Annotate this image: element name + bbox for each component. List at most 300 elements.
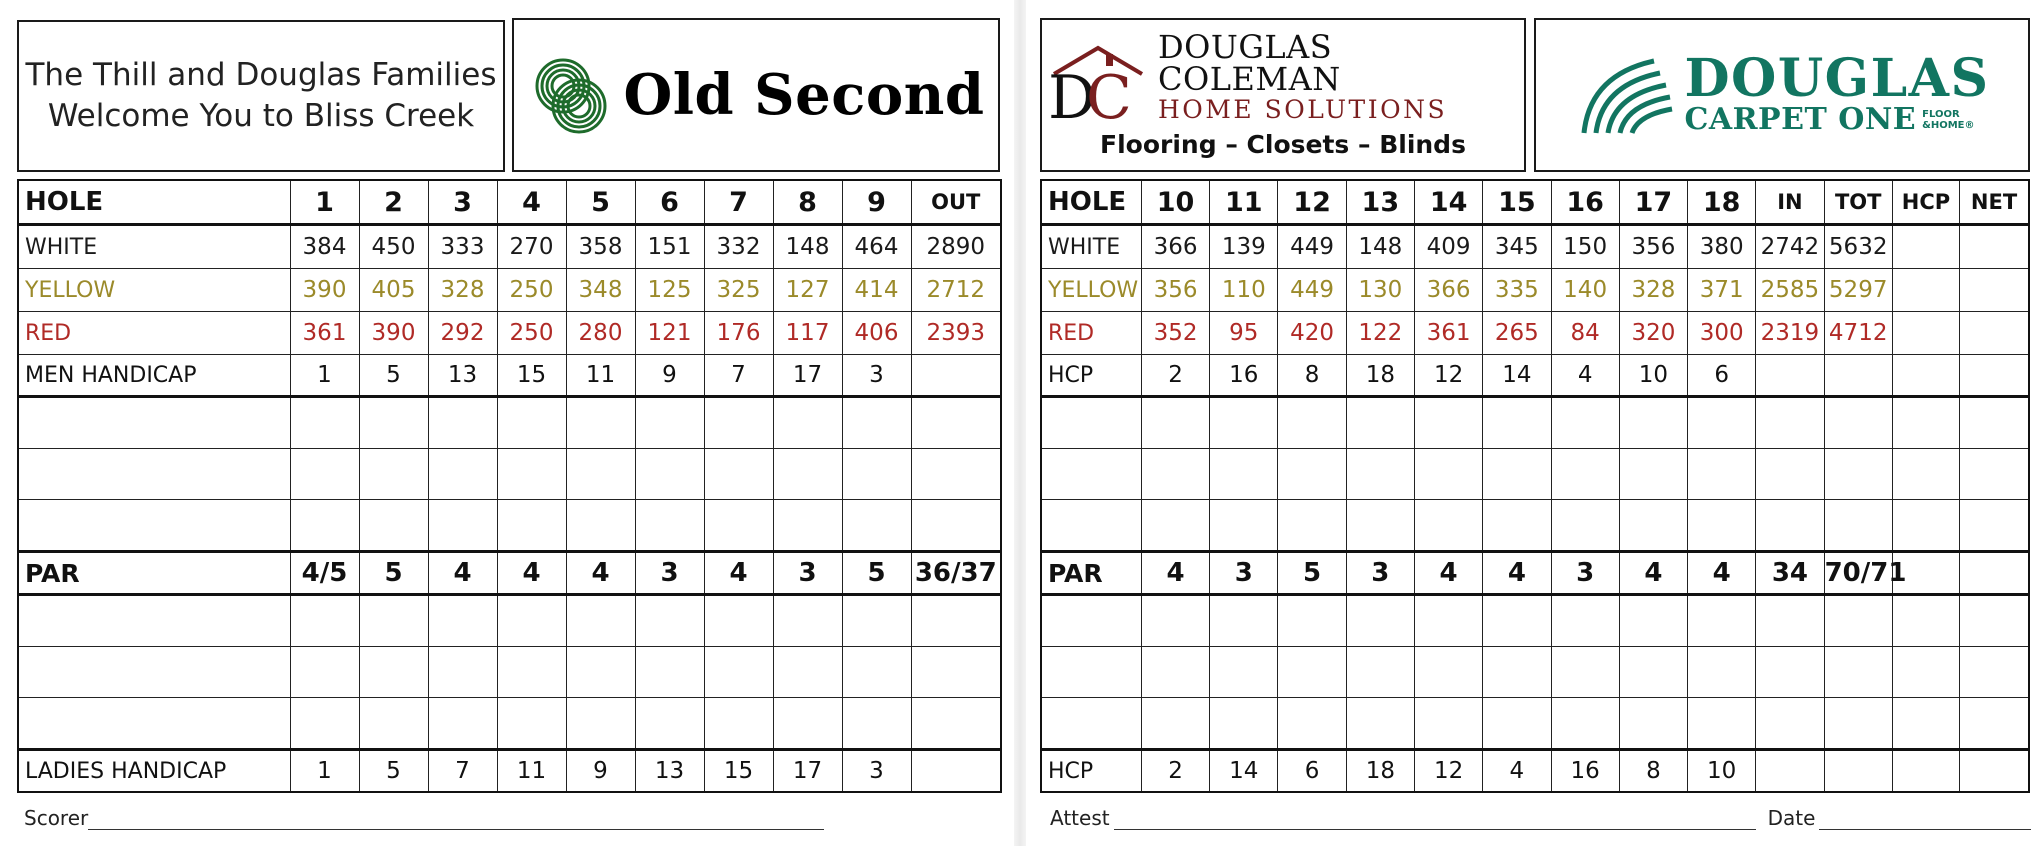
handicap-cell: 2 (1141, 355, 1209, 397)
handicap-row (1041, 750, 2029, 793)
player-name-cell[interactable] (1041, 698, 1141, 750)
player-score-row[interactable] (1041, 397, 2029, 449)
score-cell[interactable] (1551, 449, 1619, 500)
score-cell[interactable] (1960, 698, 2029, 750)
score-cell[interactable] (1278, 500, 1346, 552)
yardage-cell: 117 (773, 312, 842, 355)
score-cell[interactable] (290, 595, 359, 647)
yellow-tee-label: YELLOW (1041, 269, 1141, 312)
men-handicap-label: MEN HANDICAP (18, 355, 290, 397)
handicap-cell: 2 (1141, 750, 1209, 793)
score-cell[interactable] (1756, 647, 1824, 698)
yardage-total-cell: 4712 (1824, 312, 1892, 355)
score-cell[interactable] (635, 647, 704, 698)
handicap-cell: 13 (635, 750, 704, 793)
score-cell[interactable] (290, 698, 359, 750)
score-cell[interactable] (428, 647, 497, 698)
score-cell[interactable] (704, 595, 773, 647)
back-nine-page (1028, 0, 2040, 846)
score-cell[interactable] (290, 397, 359, 449)
yardage-cell: 130 (1346, 269, 1414, 312)
score-cell[interactable] (1892, 500, 1959, 552)
yardage-cell: 361 (290, 312, 359, 355)
score-cell[interactable] (842, 647, 911, 698)
yardage-in-cell: 2585 (1756, 269, 1824, 312)
score-cell[interactable] (1756, 449, 1824, 500)
score-cell[interactable] (1278, 449, 1346, 500)
player-score-row[interactable] (18, 500, 1001, 552)
score-cell[interactable] (1619, 647, 1687, 698)
score-cell[interactable] (1278, 647, 1346, 698)
yardage-cell: 148 (773, 225, 842, 269)
handicap-cell: 8 (1619, 750, 1687, 793)
handicap-cell: 13 (428, 355, 497, 397)
yardage-cell: 366 (1141, 225, 1209, 269)
score-cell[interactable] (359, 595, 428, 647)
score-cell[interactable] (704, 698, 773, 750)
score-cell[interactable] (1414, 698, 1482, 750)
douglas-carpet-name: DOUGLAS (1684, 48, 1990, 109)
score-cell[interactable] (911, 500, 1001, 552)
score-cell[interactable] (566, 500, 635, 552)
score-cell[interactable] (911, 397, 1001, 449)
score-cell[interactable] (635, 397, 704, 449)
empty-cell (1960, 312, 2029, 355)
score-cell[interactable] (911, 449, 1001, 500)
score-cell[interactable] (1688, 698, 1756, 750)
hole-number: 9 (842, 180, 911, 225)
hole-number: 17 (1619, 180, 1687, 225)
par-cell: 4 (1414, 552, 1482, 595)
score-cell[interactable] (773, 500, 842, 552)
empty-cell (1892, 312, 1959, 355)
score-cell[interactable] (1619, 449, 1687, 500)
score-cell[interactable] (1141, 449, 1209, 500)
score-cell[interactable] (1688, 500, 1756, 552)
hole-number: 13 (1346, 180, 1414, 225)
yardage-cell: 366 (1414, 269, 1482, 312)
par-cell: 4 (1619, 552, 1687, 595)
score-cell[interactable] (1551, 647, 1619, 698)
floor-text: FLOOR (1922, 109, 1960, 120)
yardage-cell: 280 (566, 312, 635, 355)
player-name-cell[interactable] (1041, 397, 1141, 449)
hole-label: HOLE (1041, 180, 1141, 225)
score-cell[interactable] (1619, 500, 1687, 552)
yardage-cell: 464 (842, 225, 911, 269)
score-cell[interactable] (1892, 647, 1959, 698)
par-cell: 5 (842, 552, 911, 595)
score-cell[interactable] (1756, 595, 1824, 647)
par-cell: 4 (566, 552, 635, 595)
score-cell[interactable] (1619, 595, 1687, 647)
yardage-cell: 150 (1551, 225, 1619, 269)
yardage-cell: 333 (428, 225, 497, 269)
player-score-row[interactable] (1041, 449, 2029, 500)
par-cell: 4 (1483, 552, 1551, 595)
score-cell[interactable] (566, 647, 635, 698)
empty-cell (1892, 750, 1959, 793)
yellow-tee-row (1041, 269, 2029, 312)
score-cell[interactable] (1346, 698, 1414, 750)
hole-number: 7 (704, 180, 773, 225)
score-cell[interactable] (1688, 449, 1756, 500)
home-solutions-name: HOME SOLUTIONS (1158, 95, 1448, 124)
score-cell[interactable] (1960, 449, 2029, 500)
score-cell[interactable] (704, 397, 773, 449)
handicap-cell: 14 (1210, 750, 1278, 793)
handicap-cell: 9 (566, 750, 635, 793)
par-label: PAR (18, 552, 290, 595)
scorer-line (24, 806, 824, 830)
handicap-label: HCP (1041, 750, 1141, 793)
score-cell[interactable] (1210, 698, 1278, 750)
yardage-cell: 110 (1210, 269, 1278, 312)
score-cell[interactable] (842, 500, 911, 552)
player-name-cell[interactable] (1041, 500, 1141, 552)
score-cell[interactable] (359, 500, 428, 552)
score-cell[interactable] (1346, 647, 1414, 698)
handicap-cell: 18 (1346, 750, 1414, 793)
handicap-cell: 17 (773, 355, 842, 397)
score-cell[interactable] (704, 449, 773, 500)
handicap-cell: 15 (497, 355, 566, 397)
hole-number: 8 (773, 180, 842, 225)
yardage-cell: 320 (1619, 312, 1687, 355)
yardage-cell: 151 (635, 225, 704, 269)
score-cell[interactable] (1824, 500, 1892, 552)
player-score-row[interactable] (18, 595, 1001, 647)
score-cell[interactable] (635, 500, 704, 552)
empty-cell (1892, 225, 1959, 269)
score-cell[interactable] (1756, 397, 1824, 449)
player-score-row[interactable] (18, 647, 1001, 698)
score-cell[interactable] (1210, 647, 1278, 698)
player-name-cell[interactable] (18, 647, 290, 698)
empty-cell (1824, 750, 1892, 793)
player-score-row[interactable] (18, 449, 1001, 500)
player-name-cell[interactable] (18, 500, 290, 552)
score-cell[interactable] (497, 449, 566, 500)
score-cell[interactable] (1141, 698, 1209, 750)
score-cell[interactable] (704, 647, 773, 698)
yardage-cell: 409 (1414, 225, 1482, 269)
score-cell[interactable] (1210, 500, 1278, 552)
score-cell[interactable] (1141, 595, 1209, 647)
handicap-cell: 9 (635, 355, 704, 397)
front-nine-page (0, 0, 1012, 846)
handicap-cell: 11 (497, 750, 566, 793)
score-cell[interactable] (1960, 595, 2029, 647)
score-cell[interactable] (1414, 647, 1482, 698)
par-cell: 3 (1210, 552, 1278, 595)
player-score-row[interactable] (1041, 595, 2029, 647)
empty-cell (1824, 355, 1892, 397)
men-handicap-row (18, 355, 1001, 397)
par-total-cell: 36/37 (911, 552, 1001, 595)
handicap-cell: 12 (1414, 355, 1482, 397)
yardage-cell: 414 (842, 269, 911, 312)
score-cell[interactable] (1824, 647, 1892, 698)
douglas-coleman-logo-box (1040, 18, 1526, 172)
score-cell[interactable] (842, 397, 911, 449)
score-cell[interactable] (497, 500, 566, 552)
score-cell[interactable] (1414, 500, 1482, 552)
score-cell[interactable] (566, 698, 635, 750)
par-cell: 5 (1278, 552, 1346, 595)
score-cell[interactable] (1551, 698, 1619, 750)
hole-row (18, 180, 1001, 225)
handicap-cell: 3 (842, 355, 911, 397)
score-cell[interactable] (359, 449, 428, 500)
handicap-cell: 5 (359, 355, 428, 397)
score-cell[interactable] (1346, 595, 1414, 647)
yardage-total-cell: 5297 (1824, 269, 1892, 312)
player-score-row[interactable] (1041, 500, 2029, 552)
score-cell[interactable] (1551, 500, 1619, 552)
douglas-coleman-name: DOUGLAS COLEMAN (1158, 28, 1341, 98)
handicap-cell: 11 (566, 355, 635, 397)
yardage-total-cell: 5632 (1824, 225, 1892, 269)
handicap-cell: 4 (1483, 750, 1551, 793)
player-name-cell[interactable] (1041, 647, 1141, 698)
score-cell[interactable] (1141, 647, 1209, 698)
score-cell[interactable] (1278, 595, 1346, 647)
old-second-logo-box (512, 18, 1000, 172)
score-cell[interactable] (1960, 647, 2029, 698)
score-cell[interactable] (1960, 397, 2029, 449)
yardage-cell: 380 (1688, 225, 1756, 269)
yardage-cell: 127 (773, 269, 842, 312)
score-cell[interactable] (635, 698, 704, 750)
score-cell[interactable] (1346, 397, 1414, 449)
welcome-line-1: The Thill and Douglas Families (25, 57, 497, 93)
hole-number: 1 (290, 180, 359, 225)
yardage-cell: 335 (1483, 269, 1551, 312)
player-name-cell[interactable] (18, 397, 290, 449)
scorer-signature-field[interactable] (88, 811, 824, 830)
yardage-cell: 345 (1483, 225, 1551, 269)
par-cell: 3 (635, 552, 704, 595)
yardage-cell: 449 (1278, 269, 1346, 312)
score-cell[interactable] (1619, 397, 1687, 449)
hole-number: 5 (566, 180, 635, 225)
player-score-row[interactable] (18, 698, 1001, 750)
score-cell[interactable] (428, 397, 497, 449)
red-tee-label: RED (1041, 312, 1141, 355)
score-cell[interactable] (704, 500, 773, 552)
score-cell[interactable] (635, 449, 704, 500)
score-cell[interactable] (1756, 698, 1824, 750)
handicap-cell: 3 (842, 750, 911, 793)
hole-number: 2 (359, 180, 428, 225)
yardage-in-cell: 2742 (1756, 225, 1824, 269)
score-cell[interactable] (842, 698, 911, 750)
yardage-cell: 371 (1688, 269, 1756, 312)
score-cell[interactable] (1551, 595, 1619, 647)
player-name-cell[interactable] (1041, 595, 1141, 647)
score-cell[interactable] (1483, 449, 1551, 500)
score-cell[interactable] (1346, 449, 1414, 500)
score-cell[interactable] (773, 449, 842, 500)
yardage-cell: 390 (359, 312, 428, 355)
handicap-cell: 16 (1551, 750, 1619, 793)
score-cell[interactable] (566, 449, 635, 500)
score-cell[interactable] (1414, 449, 1482, 500)
hole-number: 12 (1278, 180, 1346, 225)
score-cell[interactable] (1688, 595, 1756, 647)
score-cell[interactable] (1141, 397, 1209, 449)
back-nine-scorecard (1040, 179, 2030, 793)
douglas-carpet-logo-box (1534, 18, 2030, 172)
score-cell[interactable] (1210, 397, 1278, 449)
date-label: Date (1767, 806, 1816, 830)
yardage-cell: 250 (497, 269, 566, 312)
score-cell[interactable] (359, 397, 428, 449)
par-cell: 4 (497, 552, 566, 595)
par-cell: 3 (1346, 552, 1414, 595)
score-cell[interactable] (1824, 698, 1892, 750)
hole-number: 3 (428, 180, 497, 225)
hole-number: 16 (1551, 180, 1619, 225)
player-name-cell[interactable] (18, 449, 290, 500)
score-cell[interactable] (359, 647, 428, 698)
score-cell[interactable] (1551, 397, 1619, 449)
par-cell: 3 (773, 552, 842, 595)
score-cell[interactable] (497, 698, 566, 750)
player-score-row[interactable] (18, 397, 1001, 449)
score-cell[interactable] (1414, 595, 1482, 647)
yardage-cell: 125 (635, 269, 704, 312)
yardage-cell: 356 (1619, 225, 1687, 269)
score-cell[interactable] (290, 500, 359, 552)
yardage-cell: 95 (1210, 312, 1278, 355)
score-cell[interactable] (566, 595, 635, 647)
in-label: IN (1756, 180, 1824, 225)
handicap-cell: 1 (290, 750, 359, 793)
score-cell[interactable] (566, 397, 635, 449)
handicap-cell: 16 (1210, 355, 1278, 397)
score-cell[interactable] (773, 397, 842, 449)
score-cell[interactable] (1278, 397, 1346, 449)
hole-number: 6 (635, 180, 704, 225)
par-cell: 4 (428, 552, 497, 595)
score-cell[interactable] (1892, 449, 1959, 500)
player-score-row[interactable] (1041, 698, 2029, 750)
hcp-column-label: HCP (1892, 180, 1959, 225)
score-cell[interactable] (911, 595, 1001, 647)
score-cell[interactable] (1892, 595, 1959, 647)
player-score-row[interactable] (1041, 647, 2029, 698)
score-cell[interactable] (428, 500, 497, 552)
svg-text:C: C (1086, 63, 1132, 133)
score-cell[interactable] (290, 647, 359, 698)
player-name-cell[interactable] (1041, 449, 1141, 500)
score-cell[interactable] (1141, 500, 1209, 552)
par-cell: 4/5 (290, 552, 359, 595)
score-cell[interactable] (497, 595, 566, 647)
score-cell[interactable] (1414, 397, 1482, 449)
score-cell[interactable] (1688, 647, 1756, 698)
score-cell[interactable] (1824, 397, 1892, 449)
handicap-cell: 10 (1619, 355, 1687, 397)
yardage-cell: 406 (842, 312, 911, 355)
score-cell[interactable] (635, 595, 704, 647)
yardage-cell: 450 (359, 225, 428, 269)
score-cell[interactable] (1210, 449, 1278, 500)
score-cell[interactable] (359, 698, 428, 750)
white-tee-row (1041, 225, 2029, 269)
date-field[interactable] (1819, 811, 2031, 830)
score-cell[interactable] (1483, 595, 1551, 647)
score-cell[interactable] (428, 698, 497, 750)
score-cell[interactable] (1756, 500, 1824, 552)
out-label: OUT (911, 180, 1001, 225)
empty-cell (1892, 269, 1959, 312)
score-cell[interactable] (842, 449, 911, 500)
card-fold (1014, 0, 1026, 846)
score-cell[interactable] (1824, 595, 1892, 647)
attest-signature-field[interactable] (1114, 811, 1756, 830)
score-cell[interactable] (1483, 397, 1551, 449)
yardage-cell: 405 (359, 269, 428, 312)
score-cell[interactable] (773, 595, 842, 647)
par-cell: 3 (1551, 552, 1619, 595)
empty-cell (1960, 750, 2029, 793)
welcome-box (17, 20, 505, 172)
red-tee-row (1041, 312, 2029, 355)
par-cell: 4 (1141, 552, 1209, 595)
score-cell[interactable] (497, 397, 566, 449)
score-cell[interactable] (1824, 449, 1892, 500)
score-cell[interactable] (911, 698, 1001, 750)
handicap-row (1041, 355, 2029, 397)
score-cell[interactable] (773, 698, 842, 750)
score-cell[interactable] (428, 595, 497, 647)
score-cell[interactable] (428, 449, 497, 500)
score-cell[interactable] (1483, 698, 1551, 750)
score-cell[interactable] (1346, 500, 1414, 552)
hole-number: 4 (497, 180, 566, 225)
score-cell[interactable] (842, 595, 911, 647)
score-cell[interactable] (497, 647, 566, 698)
score-cell[interactable] (1483, 500, 1551, 552)
yardage-cell: 420 (1278, 312, 1346, 355)
score-cell[interactable] (1892, 397, 1959, 449)
score-cell[interactable] (1960, 500, 2029, 552)
handicap-cell: 7 (428, 750, 497, 793)
score-cell[interactable] (1619, 698, 1687, 750)
player-name-cell[interactable] (18, 595, 290, 647)
score-cell[interactable] (1688, 397, 1756, 449)
hole-row (1041, 180, 2029, 225)
handicap-cell: 17 (773, 750, 842, 793)
score-cell[interactable] (1483, 647, 1551, 698)
douglas-coleman-tagline: Flooring – Closets – Blinds (1100, 130, 1466, 159)
par-cell: 4 (704, 552, 773, 595)
yardage-cell: 384 (290, 225, 359, 269)
handicap-cell: 7 (704, 355, 773, 397)
score-cell[interactable] (1278, 698, 1346, 750)
yardage-cell: 139 (1210, 225, 1278, 269)
par-cell: 4 (1688, 552, 1756, 595)
player-name-cell[interactable] (18, 698, 290, 750)
score-cell[interactable] (911, 647, 1001, 698)
score-cell[interactable] (773, 647, 842, 698)
score-cell[interactable] (290, 449, 359, 500)
score-cell[interactable] (1892, 698, 1959, 750)
score-cell[interactable] (1210, 595, 1278, 647)
